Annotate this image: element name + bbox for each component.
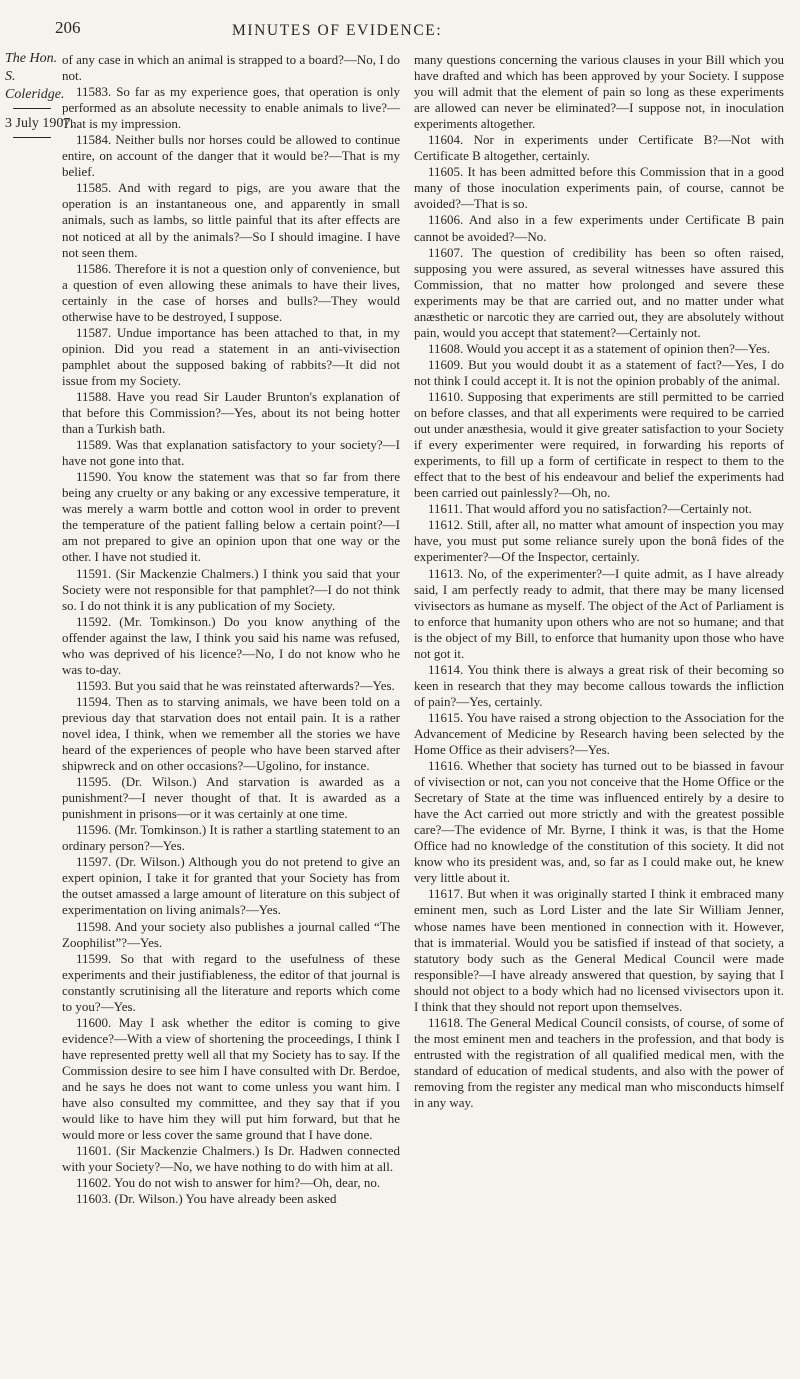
right-column <box>414 52 784 1111</box>
question-paragraph: 11592. (Mr. Tomkinson.) Do you know anything of the offender against the law, I think you said his name was refused, who was deprived of his licence?—No, I do not know who he was to-day. <box>62 613 400 677</box>
question-paragraph: 11585. And with regard to pigs, are you aware that the operation is an instantaneous one, and apparently in small animals, such as lambs, so little painful that its after effects are not noticed at all by the animals?—So I should imagine. I have not seen them. <box>62 180 400 260</box>
question-paragraph: 11588. Have you read Sir Lauder Brunton's explanation of that before this Commission?—Yes, about its not being hotter than a Turkish bath. <box>62 388 400 437</box>
question-paragraph: 11610. Supposing that experiments are still permitted to be carried on before classes, and that all experiments were required to be carried out under anæsthesia, would it give greater satisfaction to your Society if every experimenter were required, in forwarding his reports of experiments, to fill up a form of certificate in respect to them to the effect that to the best of his endeavour and belief the experiments had been carried out painlessly?—Oh, no. <box>414 388 784 501</box>
question-paragraph: 11593. But you said that he was reinstated afterwards?—Yes. <box>76 677 395 693</box>
question-paragraph: 11604. Nor in experiments under Certificate B?—Not with Certificate B altogether, certainly. <box>414 132 784 164</box>
question-paragraph: 11601. (Sir Mackenzie Chalmers.) Is Dr. Hadwen connected with your Society?—No, we have nothing to do with him at all. <box>62 1143 400 1175</box>
question-paragraph: 11608. Would you accept it as a statement of opinion then?—Yes. <box>428 340 771 356</box>
question-paragraph: 11584. Neither bulls nor horses could be allowed to continue entire, on account of the danger that it would be?—That is my belief. <box>62 132 400 180</box>
question-paragraph: of any case in which an animal is strapped to a board?—No, I do not. <box>62 52 400 84</box>
question-paragraph: 11602. You do not wish to answer for him?—Oh, dear, no. <box>76 1175 381 1191</box>
question-paragraph: 11609. But you would doubt it as a statement of fact?—Yes, I do not think I could accept it. It is not the opinion probably of the animal. <box>414 356 784 388</box>
question-paragraph: 11616. Whether that society has turned out to be biassed in favour of vivisection or not, can you not conceive that the Home Office or the Secretary of State at the time was influenced entirely by a desire to have the Act carried out more strictly and with the greatest possible care?—The evidence of Mr. Byrne, I think it was, is that the Home Office had no knowledge of the constitution of this society. It did not know who its president was, and, so far as I could make out, he knew very little about it. <box>414 758 784 886</box>
page-number: 206 <box>55 18 81 37</box>
question-paragraph: 11605. It has been admitted before this Commission that in a good many of those inoculation experiments pain, of course, cannot be avoided?—That is so. <box>414 164 784 212</box>
question-paragraph: 11595. (Dr. Wilson.) And starvation is awarded as a punishment?—I never thought of that. It is awarded as a punishment in prisons—or it was certainly at one time. <box>62 774 400 822</box>
question-paragraph: 11596. (Mr. Tomkinson.) It is rather a startling statement to an ordinary person?—Yes. <box>62 822 400 854</box>
question-paragraph: 11597. (Dr. Wilson.) Although you do not pretend to give an expert opinion, I take it for granted that your Society has from the outset amassed a large amount of literature on this subject of experimentation on living animals?—Yes. <box>62 854 400 918</box>
question-paragraph: 11617. But when it was originally started I think it embraced many eminent men, such as Lord Lister and the late Sir William Jenner, whose names have been mentioned in connection with it. However, that is immaterial. Would you be satisfied if instead of that society, a statutory body such as the General Medical Council were made responsible?—I have already answered that question, by saying that I should not object to a body which had no licensed vivisectors upon it. I think that they should not report upon themselves. <box>414 886 784 1014</box>
question-paragraph: 11614. You think there is always a great risk of their becoming so keen in research that they may become callous towards the infliction of pain?—Yes, certainly. <box>414 661 784 709</box>
question-paragraph: 11615. You have raised a strong objection to the Association for the Advancement of Medicine by Research having been selected by the Home Office as their advisers?—Yes. <box>414 709 784 758</box>
question-paragraph: 11591. (Sir Mackenzie Chalmers.) I think you said that your Society were not responsible for that pamphlet?—I do not think so. I do not think it is any publication of my Society. <box>62 565 400 613</box>
question-paragraph: 11583. So far as my experience goes, that operation is only performed as an absolute necessity to enable animals to live?—That is my impression. <box>62 84 400 132</box>
question-paragraph: 11613. No, of the experimenter?—I quite admit, as I have already said, I am perfectly ready to admit, that there may be many licensed vivisectors as humane as myself. The object of the Act of Parliament is to enforce that humanity upon others who are not so humane; and that is the object of my Bill, to enforce that humanity upon those who have not got it. <box>414 565 784 661</box>
question-paragraph: 11594. Then as to starving animals, we have been told on a previous day that starvation does not entail pain. It is a rather novel idea, I think, when we remember all the stories we have heard of the experiences of people who have been starved after shipwreck and on other occasions?—Ugolino, for instance. <box>62 693 400 774</box>
question-paragraph: 11590. You know the statement was that so far from there being any cruelty or any baking or any excessive temperature, it was merely a warm bottle and cotton wool in order to prevent the temperature of the patient falling below a certain point?—I am not prepared to give an opinion upon that one way or the other. I have not studied it. <box>62 469 400 565</box>
running-title: MINUTES OF EVIDENCE: <box>232 22 443 39</box>
question-paragraph: 11599. So that with regard to the usefulness of these experiments and their justifiableness, the editor of that journal is constantly scrutinising all the literature and reports which come to you?—Yes. <box>62 950 400 1014</box>
question-paragraph: 11587. Undue importance has been attached to that, in my opinion. Did you read a statement in an anti-vivisection pamphlet about the supposed baking of rabbits?—It did not issue from my Society. <box>62 324 400 388</box>
question-paragraph: 11598. And your society also publishes a journal called “The Zoophilist”?—Yes. <box>62 918 400 950</box>
question-paragraph: 11607. The question of credibility has been so often raised, supposing you were assured, as several witnesses have assured this Commission, that no matter how prolonged and severe these experiments may be that are carried out, and no matter under what anæsthetic or narcotic they are carried out, they are absolutely without pain, would you accept that statement?—Certainly not. <box>414 244 784 340</box>
question-paragraph: 11611. That would afford you no satisfaction?—Certainly not. <box>428 501 752 517</box>
question-paragraph: 11603. (Dr. Wilson.) You have already been asked <box>76 1191 337 1207</box>
margin-date: 3 July 1907. <box>5 116 74 131</box>
question-paragraph: 11600. May I ask whether the editor is coming to give evidence?—With a view of shortening the proceedings, I think I have represented pretty well all that my Society has to say. If the Commission desire to see him I have consulted with Dr. Berdoe, and he says he does not want to come unless you want him. I have also consulted my committee, and they say that if you would like to have him they will put him forward, but that he would more or less cover the same ground that I have done. <box>62 1014 400 1143</box>
question-paragraph: many questions concerning the various clauses in your Bill which you have drafted and which has been approved by your Society. I suppose you will admit that the element of pain so long as these experiments are allowed can never be eliminated?—I suppose not, in inoculation experiments altogether. <box>414 52 784 132</box>
question-paragraph: 11606. And also in a few experiments under Certificate B pain cannot be avoided?—No. <box>414 212 784 244</box>
question-paragraph: 11612. Still, after all, no matter what amount of inspection you may have, you must put some reliance surely upon the bonâ fides of the experimenter?—Of the Inspector, certainly. <box>414 517 784 565</box>
margin-note <box>5 50 74 138</box>
question-paragraph: 11618. The General Medical Council consists, of course, of some of the most eminent men and teachers in the profession, and that body is entrusted with the registration of all qualified medical men, with the standard of education of medical students, and also with the power of removing from the register any medical man who misconducts himself in any way. <box>414 1014 784 1111</box>
margin-witness: The Hon. S. Coleridge. <box>5 51 65 102</box>
left-column <box>62 52 400 1207</box>
question-paragraph: 11589. Was that explanation satisfactory to your society?—I have not gone into that. <box>62 437 400 469</box>
margin-rule <box>13 108 51 109</box>
margin-rule-2 <box>13 137 51 138</box>
question-paragraph: 11586. Therefore it is not a question only of convenience, but a question of even allowing these animals to have their lives, certainly in the case of horses and bulls?—They would otherwise have to be destroyed, I suppose. <box>62 260 400 324</box>
